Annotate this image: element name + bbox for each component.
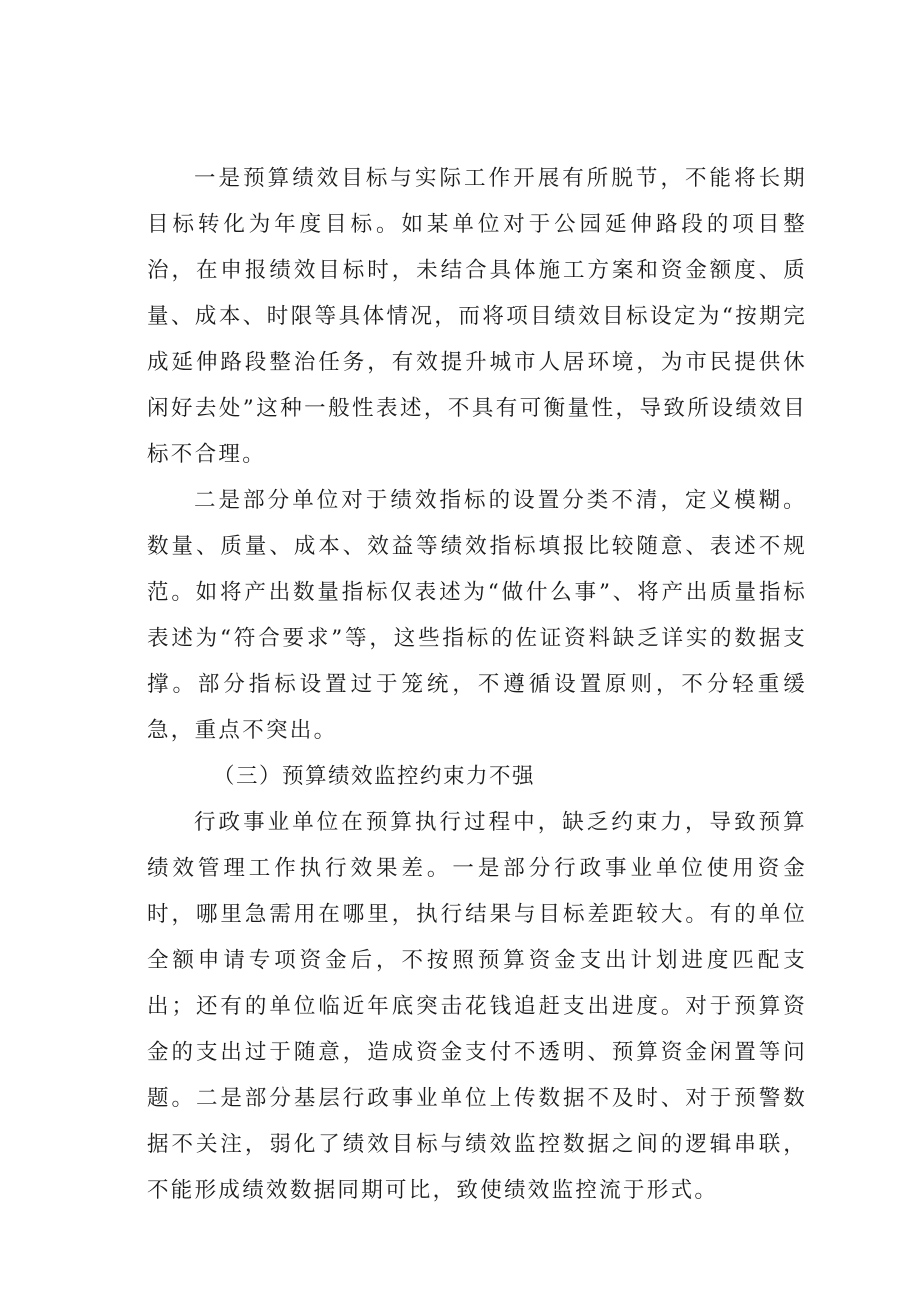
- paragraph-goal-disconnect: 一是预算绩效目标与实际工作开展有所脱节，不能将长期目标转化为年度目标。如某单位对于公园延伸路段的项目整治，在申报绩效目标时，未结合具体施工方案和资金额度、质量、成本、时限等具体情况，而将项目绩效目标设定为“按期完成延伸路段整治任务，有效提升城市人居环境，为市民提供休闲好去处”这种一般性表述，不具有可衡量性，导致所设绩效目标不合理。: [147, 166, 807, 467]
- paragraph-monitoring-constraint: 行政事业单位在预算执行过程中，缺乏约束力，导致预算绩效管理工作执行效果差。一是部分行政事业单位使用资金时，哪里急需用在哪里，执行结果与目标差距较大。有的单位全额申请专项资金后，不按照预算资金支出计划进度匹配支出；还有的单位临近年底突击花钱追赶支出进度。对于预算资金的支出过于随意，造成资金支付不透明、预算资金闲置等问题。二是部分基层行政事业单位上传数据不及时、对于预警数据不关注，弱化了绩效目标与绩效监控数据之间的逻辑串联，不能形成绩效数据同期可比，致使绩效监控流于形式。: [147, 810, 807, 1203]
- document-body: [147, 156, 807, 1214]
- paragraph-indicator-classification: 二是部分单位对于绩效指标的设置分类不清，定义模糊。数量、质量、成本、效益等绩效指标填报比较随意、表述不规范。如将产出数量指标仅表述为“做什么事”、将产出质量指标表述为“符合要求”等，这些指标的佐证资料缺乏详实的数据支撑。部分指标设置过于笼统，不遵循设置原则，不分轻重缓急，重点不突出。: [147, 488, 807, 743]
- section-heading: （三）预算绩效监控约束力不强: [213, 764, 536, 789]
